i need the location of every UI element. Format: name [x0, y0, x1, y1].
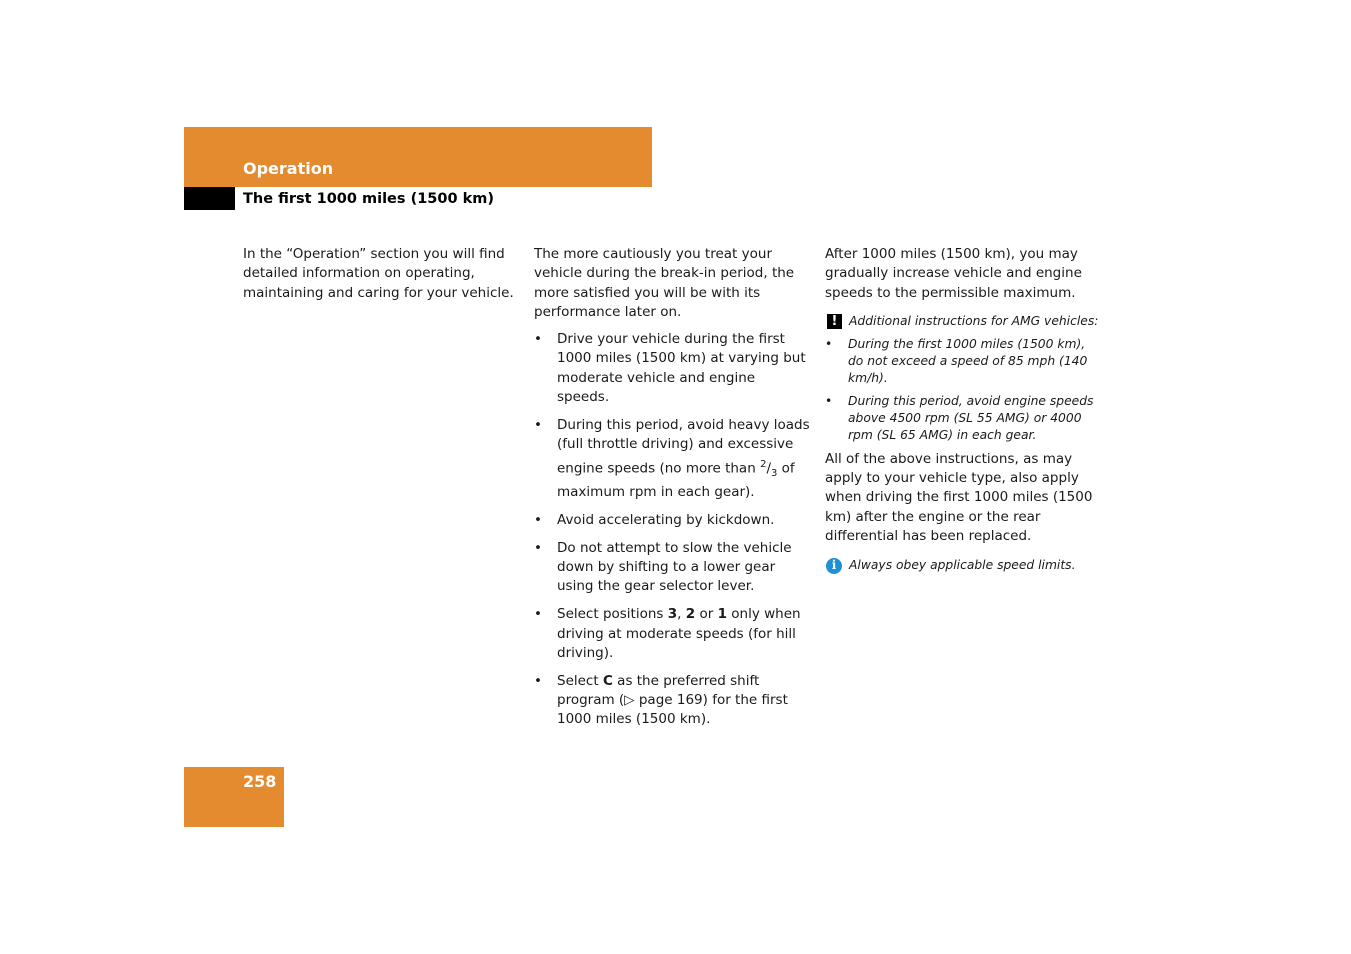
info-note: i Always obey applicable speed limits. — [825, 556, 1099, 575]
after-breakin-paragraph: After 1000 miles (1500 km), you may gradually increase vehicle and engine speeds to the permissible maximum. — [825, 246, 1082, 301]
list-item: • Drive your vehicle during the first 1000 miles (1500 km) at varying but moderate vehicle and engine speeds. — [534, 331, 806, 406]
warning-icon: ! — [827, 314, 842, 329]
list-item: • During this period, avoid heavy loads (full throttle driving) and excessive engine speeds (no more than $^2/_3$ of maximum rpm in each gear). — [534, 416, 810, 501]
list-item: • Do not attempt to slow the vehicle down by shifting to a lower gear using the gear selector lever. — [534, 539, 792, 595]
page-subtitle: The first 1000 miles (1500 km) — [243, 191, 494, 207]
list-item: • Select positions 3, 2 or 1 only when driving at moderate speeds (for hill driving). — [534, 606, 801, 661]
list-item: • Avoid accelerating by kickdown. — [534, 511, 810, 530]
warning-heading: ! Additional instructions for AMG vehicles: — [825, 313, 1099, 330]
section-title: Operation — [243, 159, 334, 178]
intro-paragraph: In the “Operation” section you will find detailed information on operating, maintaining and caring for your vehicle. — [243, 246, 514, 301]
bullet-icon: • — [534, 511, 542, 528]
bullet-icon: • — [534, 672, 542, 689]
header-bar — [184, 127, 652, 187]
bullet-icon: • — [825, 336, 833, 351]
breakin-intro: The more cautiously you treat your vehicle during the break-in period, the more satisfied you will be with its performance later on. — [534, 246, 795, 320]
warning-note — [825, 313, 1099, 444]
breakin-list — [534, 330, 810, 730]
bullet-icon: • — [534, 606, 542, 623]
bullet-icon: • — [534, 416, 542, 433]
column-3 — [825, 245, 1099, 576]
replacement-paragraph: All of the above instructions, as may apply to your vehicle type, also apply when driving the first 1000 miles (1500 km) after the engine or the rear differential has been replaced. — [825, 450, 1093, 545]
warning-list — [825, 336, 1099, 444]
bullet-icon: • — [534, 331, 542, 348]
list-item: • Select C as the preferred shift program (▷ page 169) for the first 1000 miles (1500 km). — [534, 672, 788, 728]
column-2 — [534, 245, 810, 738]
list-item: • During the first 1000 miles (1500 km), do not exceed a speed of 85 mph (140 km/h). — [825, 336, 1088, 385]
list-item: • During this period, avoid engine speeds above 4500 rpm (SL 55 AMG) or 4000 rpm (SL 65 AMG) in each gear. — [825, 393, 1094, 442]
page-number: 258 — [243, 772, 277, 791]
column-1 — [243, 245, 519, 303]
bullet-icon: • — [825, 393, 833, 408]
bullet-icon: • — [534, 539, 542, 556]
page-reference: as the preferred shift program (▷ page 169) for the first 1000 miles (1500 km). — [557, 672, 788, 728]
info-icon: i — [826, 558, 842, 574]
section-tab — [184, 187, 235, 210]
